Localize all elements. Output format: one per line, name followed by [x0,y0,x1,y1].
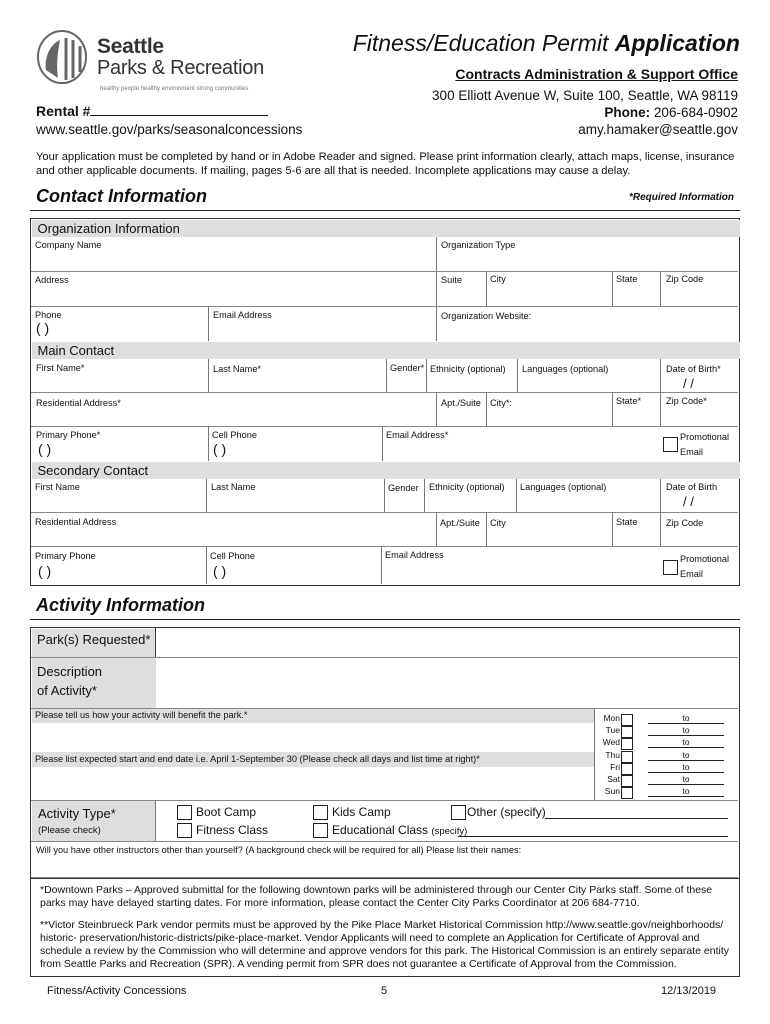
city-label[interactable]: City [490,274,506,284]
required-note: *Required Information [628,192,734,203]
main-cell-area-code: ( ) [213,441,227,457]
divider [612,392,613,426]
logo-tagline: healthy people healthy environment strong communities [100,86,249,92]
other-checkbox[interactable] [451,805,466,820]
main-primary-phone-label[interactable]: Primary Phone* [36,430,101,440]
parks-requested-label: Park(s) Requested* [37,632,151,647]
seattle-logo-icon [36,30,88,84]
rental-number-field[interactable]: Rental # [36,103,268,119]
day-checkbox-tue[interactable] [621,726,633,738]
kids-camp-checkbox[interactable] [313,805,328,820]
divider [31,306,738,307]
address-label[interactable]: Address [35,275,69,285]
footer-date: 12/13/2019 [661,985,717,997]
day-checkbox-fri[interactable] [621,763,633,775]
main-cell-phone-label[interactable]: Cell Phone [212,430,257,440]
day-label-mon: Mon [603,713,620,723]
divider [517,359,518,392]
main-contact-band: Main Contact [32,342,740,359]
divider [31,271,738,272]
day-time-field[interactable]: to [648,750,724,761]
divider [660,479,661,512]
divider [612,512,613,546]
sec-promo-label: Promotional [680,554,730,564]
office-name: Contracts Administration & Support Office [455,66,738,82]
notes-box [30,877,740,977]
logo-seattle-text: Seattle [97,35,164,58]
sec-zip-label[interactable]: Zip Code [666,518,704,528]
divider [436,512,437,546]
sec-primary-phone-label[interactable]: Primary Phone [35,551,96,561]
divider [31,426,738,427]
educational-class-checkbox[interactable] [313,823,328,838]
main-residential-label[interactable]: Residential Address* [36,398,121,408]
divider [30,210,740,211]
divider [486,271,487,306]
divider [31,546,738,547]
divider [206,546,207,584]
boot-camp-label: Boot Camp [196,805,257,819]
sec-ethnicity-label[interactable]: Ethnicity (optional) [429,482,505,492]
day-time-field[interactable]: to [648,713,724,724]
org-website-label[interactable]: Organization Website: [441,311,532,321]
day-label-sat: Sat [607,774,620,784]
educational-specify-line[interactable] [458,836,728,837]
sec-apt-label[interactable]: Apt./Suite [440,518,480,528]
logo-parks-text: Parks & Recreation [97,57,264,79]
main-dob-label[interactable]: Date of Birth* [666,364,721,374]
day-time-field[interactable]: to [648,786,724,797]
sec-promo-checkbox[interactable] [663,560,678,575]
description-label: Description of Activity* [37,664,103,698]
activity-type-label: Activity Type* [38,806,116,821]
divider [436,392,437,426]
sec-promo-email-label: Email [680,569,703,579]
day-label-fri: Fri [610,761,620,772]
divider [660,512,661,546]
benefit-prompt[interactable]: Please tell us how your activity will benefit the park.* [35,710,248,720]
divider [382,426,383,461]
day-time-field[interactable]: to [648,774,724,785]
divider [31,841,738,842]
fitness-class-checkbox[interactable] [177,823,192,838]
day-checkbox-thu[interactable] [621,751,633,763]
divider [660,392,661,426]
divider [426,359,427,392]
main-dob-slashes: / / [683,376,694,391]
main-state-label[interactable]: State* [616,396,642,406]
sec-email-label[interactable]: Email Address [385,550,444,560]
day-label-tue: Tue [605,725,620,736]
main-city-label[interactable]: City*: [490,398,512,408]
divider [381,546,382,584]
dates-prompt[interactable]: Please list expected start and end date i.e. April 1-September 30 (Please check all days and list time at right)* [35,754,480,764]
fitness-class-label: Fitness Class [196,823,269,837]
divider [660,271,661,306]
phone-area-code: ( ) [36,320,50,336]
divider [31,708,738,709]
divider [660,359,661,392]
page-number: 5 [381,985,388,997]
main-promo-checkbox[interactable] [663,437,678,452]
description-input[interactable] [160,662,730,704]
company-name-label[interactable]: Company Name [35,240,102,250]
divider [206,479,207,512]
main-email-label[interactable]: Email Address* [386,430,449,440]
email-label[interactable]: Email Address [213,310,272,320]
day-label-wed: Wed [602,737,620,748]
divider [384,479,385,512]
org-info-band: Organization Information [32,220,740,237]
main-first-name-label[interactable]: First Name* [36,363,85,373]
victor-note: **Victor Steinbrueck Park vendor permits must be approved by the Pike Place Market Historical Commission http://www.seattle.gov/neighborhoods/ historic- preservation/historic-districts/pike-place-market. Vendor Applicants will need to complete an Application for Certificate of Approval and schedule a review by the Commission who will determine and approve vendors for this park. The Historical Commission is an entirely separate entity from Seattle Parks and Recreation (SPR). A vending permit from SPR does not guarantee a Certificate of Approval from the Commission. [40,919,730,970]
other-specify-line[interactable] [545,818,728,819]
secondary-contact-band: Secondary Contact [32,462,740,479]
office-address: 300 Elliott Avenue W, Suite 100, Seattle, WA 98119 [432,88,738,103]
sec-dob-label[interactable]: Date of Birth [666,482,718,492]
divider [208,426,209,461]
sec-first-name-label[interactable]: First Name [35,482,80,492]
contact-section-title: Contact Information [36,186,207,206]
day-time-field[interactable]: to [648,737,724,748]
sec-cell-area-code: ( ) [213,563,227,579]
zip-label[interactable]: Zip Code [666,274,704,284]
divider [30,619,740,620]
main-primary-area-code: ( ) [38,441,52,457]
divider [208,306,209,341]
divider [31,512,738,513]
educational-class-label: Educational Class (specify) [332,823,468,837]
sec-languages-label[interactable]: Languages (optional) [520,482,607,492]
day-checkbox-sat[interactable] [621,775,633,787]
day-checkbox-wed[interactable] [621,738,633,750]
main-gender-label[interactable]: Gender* [390,363,425,373]
divider [436,237,437,341]
main-ethnicity-label[interactable]: Ethnicity (optional) [430,364,506,374]
main-promo-label: Promotional [680,432,730,442]
divider [31,392,738,393]
day-time-field[interactable]: to [648,762,724,773]
office-email: amy.hamaker@seattle.gov [578,122,738,137]
day-checkbox-mon[interactable] [621,714,633,726]
activity-section-title: Activity Information [36,595,206,615]
divider [208,359,209,392]
sec-gender-label[interactable]: Gender [388,483,419,493]
divider [424,479,425,512]
footer-left: Fitness/Activity Concessions [47,985,187,997]
parks-requested-input[interactable] [160,632,730,654]
divider [386,359,387,392]
sec-primary-area-code: ( ) [38,563,52,579]
sec-cell-phone-label[interactable]: Cell Phone [210,551,255,561]
office-phone: Phone: 206-684-0902 [604,105,738,120]
website-link[interactable]: www.seattle.gov/parks/seasonalconcessions [36,122,303,137]
divider [516,479,517,512]
please-check-label: (Please check) [38,825,101,836]
main-zip-label[interactable]: Zip Code* [666,396,707,406]
sec-city-label[interactable]: City [490,518,506,528]
day-label-sun: Sun [604,786,620,797]
other-specify-label: Other (specify) [467,805,546,819]
intro-text: Your application must be completed by hand or in Adobe Reader and signed. Please print information clearly, attach maps, license, insurance and other applicable documents. If mailing, pages 5-6 are all that is needed. Incomplete applications may cause a delay. [36,151,735,177]
day-checkbox-sun[interactable] [621,787,633,799]
instructors-prompt[interactable]: Will you have other instructors other than yourself? (A background check will be required for all) Please list their names: [36,845,522,855]
main-last-name-label[interactable]: Last Name* [213,364,262,374]
divider [612,271,613,306]
page-title: Fitness/Education Permit Application [352,30,740,56]
kids-camp-label: Kids Camp [332,805,391,819]
state-label[interactable]: State [616,274,638,284]
suite-label[interactable]: Suite [441,275,462,285]
main-languages-label[interactable]: Languages (optional) [522,364,609,374]
divider [486,392,487,426]
sec-last-name-label[interactable]: Last Name [211,482,256,492]
boot-camp-checkbox[interactable] [177,805,192,820]
phone-label[interactable]: Phone [35,310,62,320]
day-time-field[interactable]: to [648,725,724,736]
main-apt-label[interactable]: Apt./Suite [441,398,481,408]
divider [486,512,487,546]
downtown-note: *Downtown Parks – Approved submittal for the following downtown parks will be administered through our Center City Parks staff. Some of these parks may have delayed starting dates. For more information, please contact the Center City Parks Coordinator at 206 684-7710. [40,884,713,909]
day-label-thu: Thu [605,749,620,760]
sec-residential-label[interactable]: Residential Address [35,517,117,527]
org-type-label[interactable]: Organization Type [441,240,516,250]
divider [155,800,156,841]
sec-dob-slashes: / / [683,494,694,509]
main-promo-email-label: Email [680,447,703,457]
sec-state-label[interactable]: State [616,517,638,527]
